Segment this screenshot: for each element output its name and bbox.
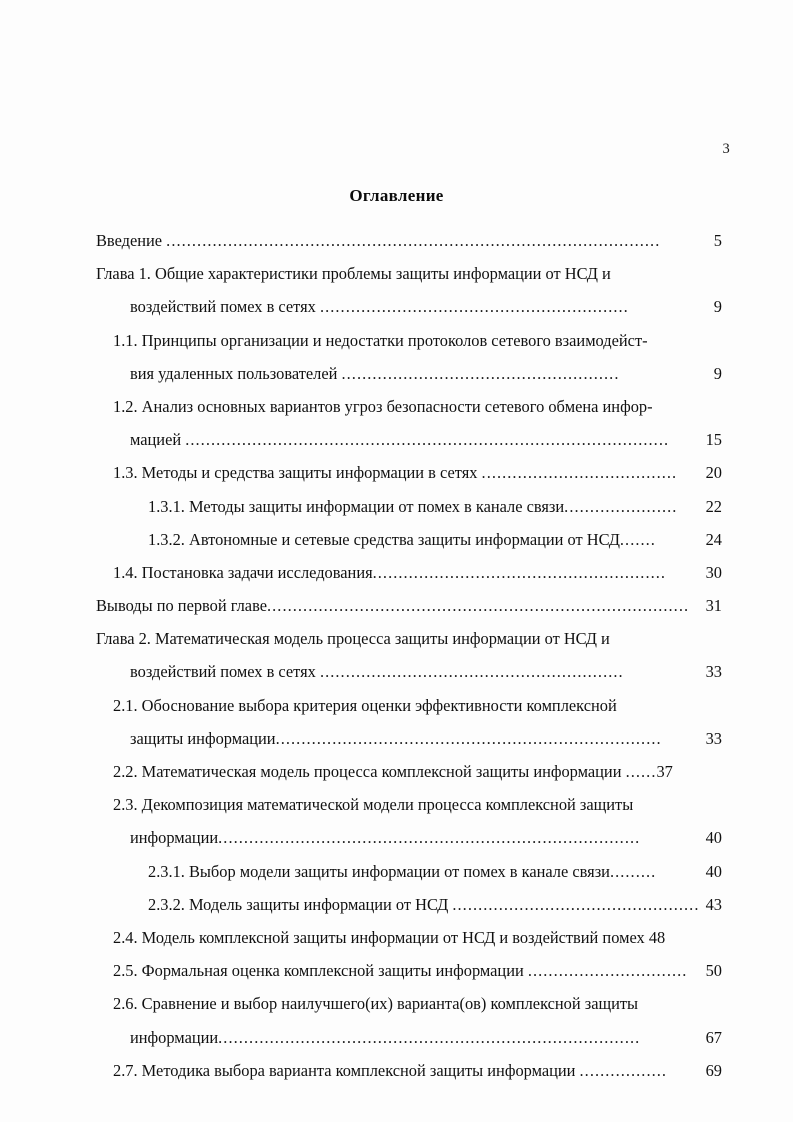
toc-entry-page-number: 67	[705, 1027, 722, 1047]
toc-entry[interactable]	[0, 888, 793, 921]
toc-entry-page-number	[0, 257, 722, 290]
toc-dot-leader: .........................................................	[372, 562, 667, 582]
toc-entry[interactable]	[0, 490, 793, 523]
toc-entry-page-number: 24	[705, 529, 722, 549]
toc-entry[interactable]	[0, 954, 793, 987]
toc-entry-label: информации	[130, 1027, 219, 1047]
toc-entry-label: 1.3. Методы и средства защиты информации в сетях	[113, 463, 482, 483]
toc-entry-page-number: 22	[705, 496, 722, 516]
toc-entry-label: 1.1. Принципы организации и недостатки протоколов сетевого взаимодейст-	[113, 330, 648, 350]
toc-entry[interactable]	[0, 821, 793, 854]
toc-entry-label: мацией	[130, 430, 186, 450]
toc-dot-leader: ............................................................	[319, 297, 629, 317]
toc-entry-label: Введение	[96, 231, 167, 250]
toc-entry[interactable]	[0, 1054, 793, 1087]
toc-entry-label: 2.7. Методика выбора варианта комплексной защиты информации	[113, 1060, 580, 1080]
toc-entry-label: 1.3.2. Автономные и сетевые средства защиты информации от НСД	[148, 529, 620, 549]
toc-entry[interactable]	[0, 1021, 793, 1054]
toc-entry-label: 2.3.1. Выбор модели защиты информации от помех в канале связи	[148, 861, 610, 881]
toc-entry[interactable]	[0, 689, 793, 722]
toc-entry-label: воздействий помех в сетях	[130, 297, 320, 317]
toc-entry[interactable]	[0, 423, 793, 456]
toc-entry-page-number	[0, 987, 722, 1020]
toc-dot-leader: ...........................................................................	[275, 728, 662, 748]
toc-entry-page-number	[0, 689, 722, 722]
toc-entry-page-number: 33	[705, 662, 722, 682]
toc-entry[interactable]	[0, 655, 793, 688]
toc-entry[interactable]	[0, 987, 793, 1020]
toc-entry-label: Глава 2. Математическая модель процесса защиты информации от НСД и	[96, 629, 610, 649]
page-folio-number: 3	[722, 141, 730, 157]
toc-dot-leader: ...........................................................	[319, 662, 624, 682]
toc-entry-page-number: 9	[713, 363, 722, 383]
toc-entry[interactable]	[0, 456, 793, 489]
toc-dot-leader: .................	[579, 1060, 668, 1080]
toc-entry[interactable]	[0, 257, 793, 290]
toc-entry-page-number: 5	[713, 231, 722, 250]
toc-entry-page-number: 30	[705, 562, 722, 582]
toc-entry[interactable]	[0, 390, 793, 423]
toc-dot-leader: .......	[619, 529, 656, 549]
toc-dot-leader: .........	[609, 861, 657, 881]
toc-entry[interactable]	[0, 589, 793, 622]
toc-entry[interactable]	[0, 855, 793, 888]
toc-dot-leader: ................................................................................................	[166, 231, 661, 250]
toc-entry-page-number	[0, 622, 722, 655]
toc-dot-leader: ...............................	[527, 961, 688, 981]
toc-dot-leader: ......................................................	[341, 363, 620, 383]
toc-dot-leader: ................................................	[452, 894, 700, 914]
toc-entry[interactable]	[0, 324, 793, 357]
toc-entry-label: 2.2. Математическая модель процесса комплексной защиты информации	[113, 762, 626, 781]
toc-entry-label: 2.5. Формальная оценка комплексной защиты информации	[113, 961, 528, 981]
toc-dot-leader: ......................	[564, 496, 678, 516]
toc-entry[interactable]	[0, 722, 793, 755]
toc-entry-label: 2.1. Обоснование выбора критерия оценки эффективности комплексной	[113, 695, 617, 715]
toc-entry-page-number: 9	[713, 297, 722, 317]
toc-entry-page-number: 69	[705, 1060, 722, 1080]
toc-entry-page-number: 33	[705, 728, 722, 748]
toc-entry[interactable]	[0, 755, 793, 788]
toc-entry-label: Выводы по первой главе	[96, 596, 268, 616]
toc-entry-page-number: 48	[648, 927, 666, 947]
table-of-contents	[0, 224, 793, 1087]
toc-entry-page-number	[0, 788, 722, 821]
toc-entry[interactable]	[0, 556, 793, 589]
toc-entry-label: 2.6. Сравнение и выбор наилучшего(их) варианта(ов) комплексной защиты	[113, 994, 639, 1014]
toc-entry[interactable]	[0, 357, 793, 390]
toc-entry-page-number	[0, 390, 722, 423]
toc-entry-page-number: 43	[705, 894, 722, 914]
toc-entry-label: 1.2. Анализ основных вариантов угроз безопасности сетевого обмена инфор-	[113, 396, 653, 416]
toc-entry-label: 2.4. Модель комплексной защиты информации от НСД и воздействий помех	[113, 927, 649, 947]
toc-dot-leader: ..................................................................................	[218, 1027, 641, 1047]
toc-entry-label: защиты информации	[130, 728, 276, 748]
toc-entry-label: воздействий помех в сетях	[130, 662, 320, 682]
toc-entry-page-number: 37	[656, 762, 673, 781]
toc-entry-page-number: 20	[705, 463, 722, 483]
toc-entry-page-number: 40	[705, 828, 722, 848]
toc-entry-label: 1.3.1. Методы защиты информации от помех в канале связи	[148, 496, 565, 516]
toc-entry[interactable]	[0, 224, 793, 257]
toc-entry-page-number	[0, 324, 722, 357]
page-title: Оглавление	[349, 186, 444, 205]
toc-entry-label: 2.3. Декомпозиция математической модели процесса комплексной защиты	[113, 795, 634, 815]
toc-entry-text	[0, 921, 793, 954]
toc-entry-label: вия удаленных пользователей	[130, 363, 342, 383]
toc-entry-page-number: 40	[705, 861, 722, 881]
toc-entry-label: информации	[130, 828, 219, 848]
toc-entry[interactable]	[0, 523, 793, 556]
toc-entry-label: Глава 1. Общие характеристики проблемы защиты информации от НСД и	[96, 264, 611, 284]
toc-dot-leader: ..............................................................................................	[185, 430, 670, 450]
toc-entry[interactable]	[0, 921, 793, 954]
toc-dot-leader: ......................................	[481, 463, 678, 483]
toc-entry-label: 1.4. Постановка задачи исследования	[113, 562, 373, 582]
toc-dot-leader: ..................................................................................	[267, 596, 690, 616]
toc-entry-label: 2.3.2. Модель защиты информации от НСД	[148, 894, 453, 914]
toc-entry-page-number: 15	[705, 430, 722, 450]
toc-entry[interactable]	[0, 622, 793, 655]
toc-entry-text	[0, 755, 793, 788]
toc-entry-page-number: 31	[705, 596, 722, 616]
toc-entry[interactable]	[0, 290, 793, 323]
toc-entry-page-number: 50	[705, 961, 722, 981]
toc-entry[interactable]	[0, 788, 793, 821]
toc-dot-leader: ......	[625, 762, 657, 781]
toc-dot-leader: ..................................................................................	[218, 828, 641, 848]
